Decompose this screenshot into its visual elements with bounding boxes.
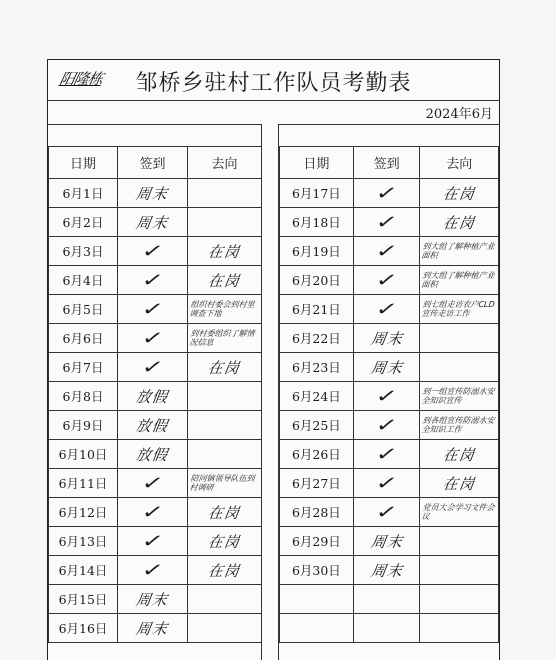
table-row (49, 324, 262, 353)
table-row (280, 208, 499, 237)
checkin-cell (353, 208, 420, 237)
table-row (280, 266, 499, 295)
table-row (49, 295, 262, 324)
date-cell: 6月25日 (280, 411, 354, 440)
date-cell: 6月28日 (280, 498, 354, 527)
checkin-cell (353, 324, 420, 353)
whereabouts-text: 党员大会学习文件会议 (421, 503, 496, 521)
checkin-text: 周末 (369, 561, 404, 580)
whereabouts-cell (188, 266, 262, 295)
whereabouts-cell (420, 469, 499, 498)
table-row (49, 527, 262, 556)
checkmark: ✓ (373, 298, 400, 320)
checkin-cell (118, 237, 188, 266)
table-row (49, 498, 262, 527)
table-row (49, 353, 262, 382)
table-row (280, 353, 499, 382)
date-cell: 6月22日 (280, 324, 354, 353)
checkin-cell (353, 382, 420, 411)
date-cell: 6月5日 (49, 295, 118, 324)
date-cell: 6月18日 (280, 208, 354, 237)
table-row (49, 440, 262, 469)
date-cell: 6月12日 (49, 498, 118, 527)
checkin-text: 周末 (135, 184, 170, 203)
whereabouts-cell (420, 440, 499, 469)
whereabouts-cell (188, 440, 262, 469)
sheet-title: 邹桥乡驻村工作队员考勤表 (135, 71, 412, 96)
whereabouts-text: 在岗 (207, 532, 242, 551)
date-cell: 6月17日 (280, 179, 354, 208)
checkmark: ✓ (373, 240, 400, 262)
checkmark: ✓ (373, 414, 400, 436)
checkin-text: 周末 (369, 358, 404, 377)
table-row (280, 469, 499, 498)
table-row (280, 527, 499, 556)
whereabouts-cell (188, 237, 262, 266)
date-cell: 6月11日 (49, 469, 118, 498)
whereabouts-text: 在岗 (207, 503, 242, 522)
date-cell: 6月1日 (49, 179, 118, 208)
checkin-cell (118, 324, 188, 353)
whereabouts-cell (188, 556, 262, 585)
checkin-cell (118, 382, 188, 411)
whereabouts-cell (188, 527, 262, 556)
date-cell: 6月27日 (280, 469, 354, 498)
whereabouts-cell (420, 585, 499, 614)
whereabouts-text: 到一组宣传防溺水安全知识宣传 (421, 387, 496, 405)
checkin-text: 周末 (135, 590, 170, 609)
col-header-whereabouts: 去向 (420, 147, 499, 179)
date-cell: 6月15日 (49, 585, 118, 614)
checkmark: ✓ (139, 240, 166, 262)
table-row (280, 440, 499, 469)
whereabouts-text: 到各组宣传防溺水安全知识工作 (421, 416, 496, 434)
col-header-checkin: 签到 (118, 147, 188, 179)
checkin-cell (353, 527, 420, 556)
whereabouts-text: 组织村委会到村里调查下地 (189, 300, 255, 318)
table-row (49, 469, 262, 498)
checkmark: ✓ (139, 298, 166, 320)
whereabouts-text: 到大组了解种植产业面积 (421, 271, 496, 289)
checkmark: ✓ (373, 385, 400, 407)
checkmark: ✓ (139, 327, 166, 349)
whereabouts-cell (188, 585, 262, 614)
checkmark: ✓ (139, 356, 166, 378)
whereabouts-cell (420, 411, 499, 440)
checkin-cell (353, 353, 420, 382)
date-cell: 6月16日 (49, 614, 118, 643)
date-cell: 6月7日 (49, 353, 118, 382)
checkin-cell (118, 440, 188, 469)
checkin-cell (353, 179, 420, 208)
date-cell: 6月24日 (280, 382, 354, 411)
table-row (280, 382, 499, 411)
date-row (48, 100, 499, 125)
right-table (279, 146, 499, 643)
checkin-cell (118, 411, 188, 440)
whereabouts-cell (420, 556, 499, 585)
checkin-cell (118, 295, 188, 324)
whereabouts-cell (420, 614, 499, 643)
checkin-text: 周末 (135, 619, 170, 638)
checkin-cell (353, 614, 420, 643)
title-row (48, 60, 499, 101)
checkmark: ✓ (373, 211, 400, 233)
table-row (280, 295, 499, 324)
whereabouts-text: 在岗 (441, 184, 477, 203)
whereabouts-cell (420, 237, 499, 266)
whereabouts-cell (188, 295, 262, 324)
checkin-cell (118, 498, 188, 527)
checkin-cell (118, 614, 188, 643)
checkin-cell (353, 266, 420, 295)
table-row (280, 411, 499, 440)
col-header-whereabouts: 去向 (188, 147, 262, 179)
whereabouts-text: 到大组了解种植产业面积 (421, 242, 496, 260)
checkmark: ✓ (373, 182, 400, 204)
whereabouts-cell (188, 208, 262, 237)
table-row (280, 614, 499, 643)
date-cell: 6月4日 (49, 266, 118, 295)
attendance-sheet (47, 59, 500, 660)
whereabouts-text: 在岗 (441, 474, 477, 493)
checkin-cell (353, 237, 420, 266)
checkmark: ✓ (373, 269, 400, 291)
date-cell: 6月8日 (49, 382, 118, 411)
checkin-text: 周末 (369, 532, 404, 551)
date-cell (280, 614, 354, 643)
date-cell (280, 585, 354, 614)
date-cell: 6月23日 (280, 353, 354, 382)
report-month: 2024年6月 (425, 107, 493, 122)
checkin-cell (353, 411, 420, 440)
whereabouts-cell (188, 498, 262, 527)
signature: 阳隆栋 (57, 70, 104, 88)
table-row (49, 614, 262, 643)
whereabouts-cell (188, 411, 262, 440)
checkmark: ✓ (373, 472, 400, 494)
checkin-text: 周末 (135, 213, 170, 232)
checkin-text: 放假 (135, 416, 170, 435)
date-cell: 6月10日 (49, 440, 118, 469)
checkin-cell (353, 585, 420, 614)
table-row (280, 585, 499, 614)
checkin-cell (118, 208, 188, 237)
checkin-cell (118, 179, 188, 208)
checkin-cell (353, 469, 420, 498)
date-cell: 6月29日 (280, 527, 354, 556)
checkin-text: 周末 (369, 329, 404, 348)
date-cell: 6月30日 (280, 556, 354, 585)
checkin-text: 放假 (135, 387, 170, 406)
whereabouts-text: 在岗 (207, 561, 242, 580)
left-table (48, 146, 262, 643)
whereabouts-cell (188, 324, 262, 353)
table-row (280, 556, 499, 585)
date-cell: 6月13日 (49, 527, 118, 556)
checkin-cell (118, 469, 188, 498)
table-row (49, 585, 262, 614)
whereabouts-cell (420, 266, 499, 295)
col-header-date: 日期 (280, 147, 354, 179)
checkin-text: 放假 (135, 445, 170, 464)
whereabouts-cell (420, 498, 499, 527)
date-cell: 6月21日 (280, 295, 354, 324)
whereabouts-cell (420, 324, 499, 353)
date-cell: 6月14日 (49, 556, 118, 585)
whereabouts-cell (188, 382, 262, 411)
whereabouts-cell (420, 179, 499, 208)
whereabouts-cell (188, 179, 262, 208)
date-cell: 6月19日 (280, 237, 354, 266)
col-header-checkin: 签到 (353, 147, 420, 179)
whereabouts-cell (420, 353, 499, 382)
whereabouts-text: 在岗 (207, 242, 242, 261)
whereabouts-text: 到七组走访农户CLD宣传走访工作 (421, 300, 496, 318)
checkmark: ✓ (139, 269, 166, 291)
table-row (49, 208, 262, 237)
whereabouts-text: 在岗 (441, 213, 477, 232)
checkin-cell (118, 266, 188, 295)
whereabouts-cell (420, 295, 499, 324)
table-row (49, 411, 262, 440)
table-row (49, 266, 262, 295)
table-row (280, 324, 499, 353)
checkin-cell (353, 295, 420, 324)
whereabouts-cell (420, 208, 499, 237)
date-cell: 6月2日 (49, 208, 118, 237)
checkmark: ✓ (139, 559, 166, 581)
date-cell: 6月9日 (49, 411, 118, 440)
whereabouts-cell (420, 382, 499, 411)
date-cell: 6月3日 (49, 237, 118, 266)
checkin-cell (353, 440, 420, 469)
checkmark: ✓ (373, 443, 400, 465)
checkin-cell (353, 556, 420, 585)
table-row (49, 556, 262, 585)
table-row (49, 179, 262, 208)
whereabouts-text: 在岗 (207, 271, 242, 290)
table-row (49, 382, 262, 411)
checkmark: ✓ (139, 472, 166, 494)
whereabouts-text: 在岗 (441, 445, 477, 464)
checkin-cell (118, 556, 188, 585)
col-header-date: 日期 (49, 147, 118, 179)
whereabouts-text: 在岗 (207, 358, 242, 377)
checkmark: ✓ (373, 501, 400, 523)
whereabouts-text: 陪同镇领导队伍到村调研 (189, 474, 255, 492)
date-cell: 6月6日 (49, 324, 118, 353)
table-row (49, 237, 262, 266)
whereabouts-cell (188, 353, 262, 382)
center-divider (261, 124, 279, 660)
date-cell: 6月20日 (280, 266, 354, 295)
checkmark: ✓ (139, 530, 166, 552)
date-cell: 6月26日 (280, 440, 354, 469)
table-row (280, 237, 499, 266)
whereabouts-cell (420, 527, 499, 556)
whereabouts-text: 到村委组织了解情况信息 (189, 329, 255, 347)
whereabouts-cell (188, 469, 262, 498)
checkin-cell (118, 527, 188, 556)
checkin-cell (118, 585, 188, 614)
table-row (280, 498, 499, 527)
whereabouts-cell (188, 614, 262, 643)
checkin-cell (118, 353, 188, 382)
checkin-cell (353, 498, 420, 527)
table-row (280, 179, 499, 208)
checkmark: ✓ (139, 501, 166, 523)
